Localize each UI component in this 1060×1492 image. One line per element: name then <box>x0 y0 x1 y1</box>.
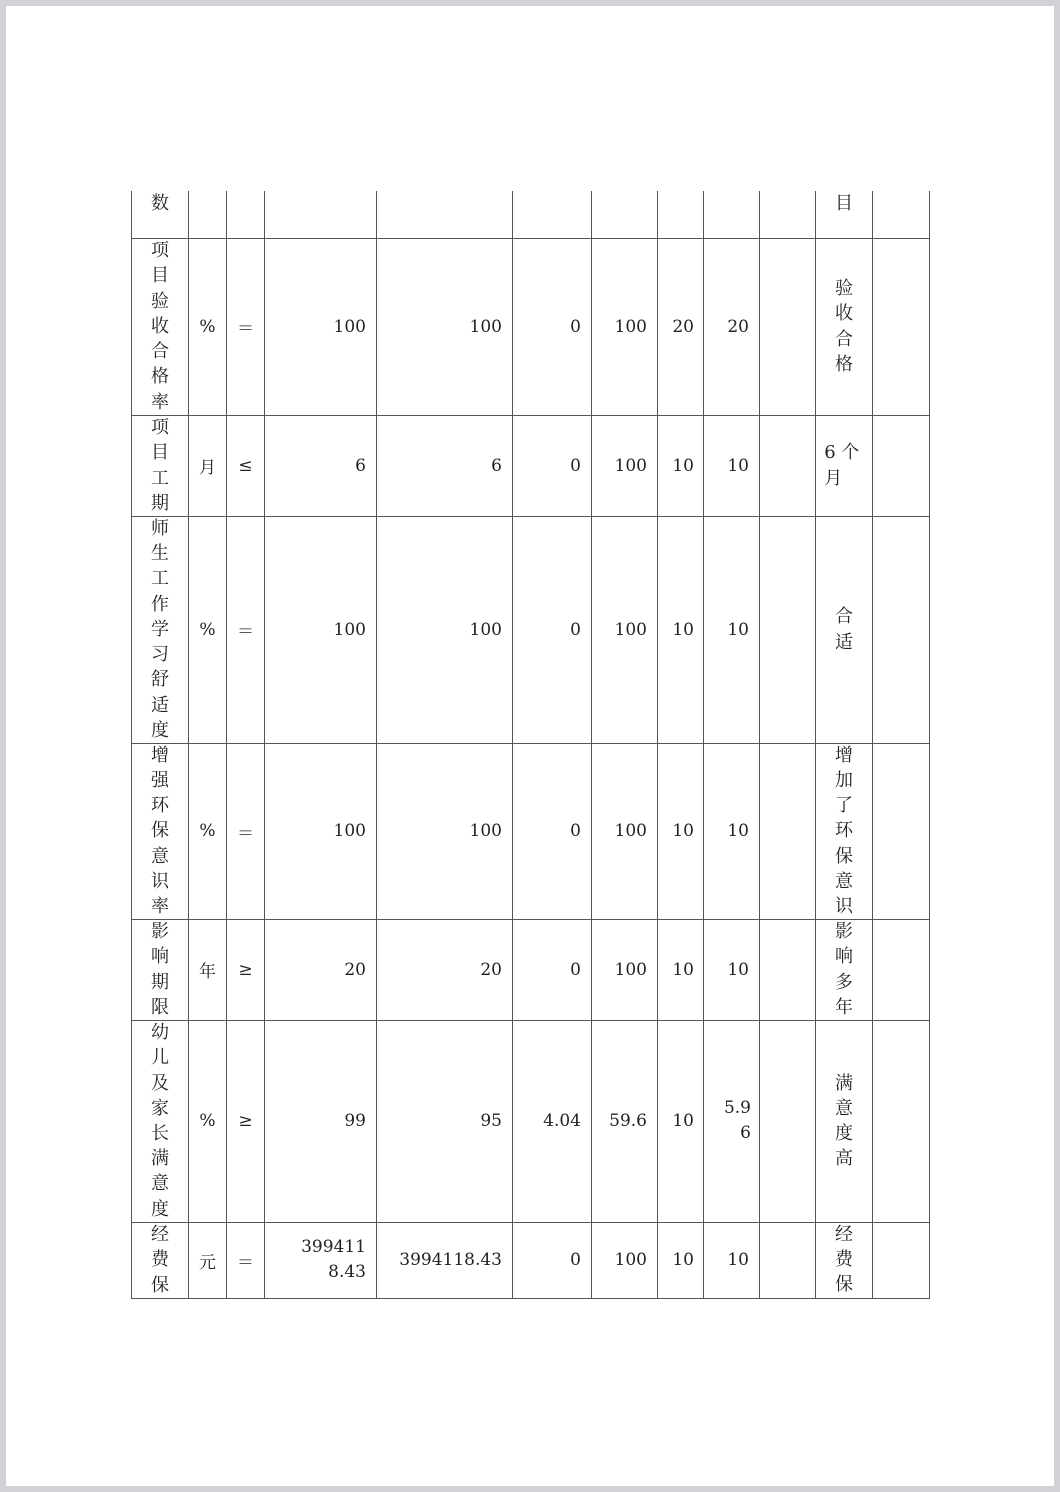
operator-text: ≥ <box>238 1111 253 1131</box>
score-cell <box>703 191 759 238</box>
completion-cell <box>591 1222 657 1298</box>
metric-text: 项目工期 <box>151 417 169 514</box>
note-cell <box>815 1020 872 1222</box>
annual-target-text: 100 <box>333 316 366 337</box>
metric-cell <box>131 1020 188 1222</box>
actual-value-text: 3994118.43 <box>399 1250 502 1270</box>
metric-cell <box>131 191 188 238</box>
table-rule <box>131 919 930 920</box>
operator-cell <box>226 516 264 743</box>
actual-value-text: 20 <box>480 959 502 980</box>
completion-text: 100 <box>614 959 647 980</box>
table-row <box>131 919 930 1020</box>
actual-value-cell <box>376 415 512 516</box>
note-cell <box>815 1222 872 1298</box>
deviation-text: 4.04 <box>543 1111 581 1131</box>
completion-cell <box>591 919 657 1020</box>
score-cell <box>703 415 759 516</box>
score-cell <box>703 1020 759 1222</box>
completion-cell <box>591 191 657 238</box>
score-cell <box>703 238 759 415</box>
operator-text: ＝ <box>237 622 254 642</box>
operator-cell <box>226 1020 264 1222</box>
note-cell <box>815 516 872 743</box>
metric-cell <box>131 919 188 1020</box>
table-row <box>131 1020 930 1222</box>
table-rule <box>131 516 930 517</box>
weight-cell <box>657 191 703 238</box>
unit-cell <box>188 516 226 743</box>
annual-target-text: 100 <box>333 821 366 841</box>
annual-target-cell <box>264 191 376 238</box>
note-text: 经费保 <box>835 1224 853 1296</box>
deviation-text: 0 <box>570 316 581 337</box>
unit-text: % <box>199 316 216 337</box>
unit-text: 月 <box>199 458 216 478</box>
unit-cell <box>188 919 226 1020</box>
weight-cell <box>657 743 703 919</box>
annual-target-text: 6 <box>355 455 366 476</box>
score-text: 10 <box>727 619 749 640</box>
metric-text: 影响期限 <box>151 921 169 1018</box>
actual-value-text: 6 <box>491 455 502 476</box>
deviation-text: 0 <box>570 1250 581 1270</box>
deviation-cell <box>512 191 591 238</box>
deviation-text: 0 <box>570 959 581 980</box>
note-cell <box>815 919 872 1020</box>
annual-target-text: 100 <box>333 619 366 640</box>
table-row <box>131 238 930 415</box>
annual-target-cell <box>264 1222 376 1298</box>
table-row <box>131 191 930 238</box>
table-rule <box>131 1298 930 1299</box>
remark-cell <box>872 743 930 919</box>
weight-cell <box>657 238 703 415</box>
weight-text: 10 <box>672 1111 694 1131</box>
reason-cell <box>759 1020 815 1222</box>
table-rule <box>131 1222 930 1223</box>
unit-cell <box>188 1020 226 1222</box>
completion-cell <box>591 1020 657 1222</box>
deviation-text: 0 <box>570 455 581 476</box>
deviation-cell <box>512 238 591 415</box>
note-text: 合适 <box>835 606 853 653</box>
metric-cell <box>131 238 188 415</box>
actual-value-text: 95 <box>480 1111 502 1131</box>
metric-cell <box>131 415 188 516</box>
annual-target-cell <box>264 919 376 1020</box>
weight-cell <box>657 919 703 1020</box>
table-rule <box>131 415 930 416</box>
unit-cell <box>188 415 226 516</box>
table-row <box>131 743 930 919</box>
actual-value-cell <box>376 238 512 415</box>
unit-text: % <box>199 821 216 841</box>
score-text: 20 <box>727 316 749 337</box>
note-text: 6 个月 <box>824 442 860 489</box>
operator-text: ≤ <box>238 455 253 476</box>
weight-text: 10 <box>672 1250 694 1270</box>
remark-cell <box>872 415 930 516</box>
remark-cell <box>872 191 930 238</box>
table-rule <box>131 238 930 239</box>
weight-cell <box>657 1222 703 1298</box>
score-cell <box>703 743 759 919</box>
deviation-cell <box>512 415 591 516</box>
actual-value-cell <box>376 743 512 919</box>
table-row <box>131 415 930 516</box>
annual-target-cell <box>264 743 376 919</box>
unit-cell <box>188 238 226 415</box>
operator-cell <box>226 415 264 516</box>
reason-cell <box>759 415 815 516</box>
weight-cell <box>657 516 703 743</box>
completion-text: 100 <box>614 1250 647 1270</box>
operator-cell <box>226 743 264 919</box>
remark-cell <box>872 516 930 743</box>
note-text: 目 <box>835 193 853 214</box>
annual-target-cell <box>264 415 376 516</box>
completion-text: 100 <box>614 455 647 476</box>
note-text: 增加了环保意识 <box>835 744 853 918</box>
operator-text: ≥ <box>238 959 253 980</box>
actual-value-cell <box>376 1222 512 1298</box>
completion-cell <box>591 415 657 516</box>
operator-text: ＝ <box>237 1252 254 1273</box>
unit-text: 年 <box>199 962 216 982</box>
note-cell <box>815 238 872 415</box>
table-rule <box>131 1020 930 1021</box>
deviation-cell <box>512 743 591 919</box>
unit-text: % <box>199 619 216 640</box>
operator-cell <box>226 238 264 415</box>
remark-cell <box>872 238 930 415</box>
metric-cell <box>131 1222 188 1298</box>
actual-value-text: 100 <box>469 316 502 337</box>
completion-cell <box>591 516 657 743</box>
metric-text: 数 <box>151 193 169 214</box>
weight-text: 10 <box>672 619 694 640</box>
score-text: 10 <box>727 455 749 476</box>
deviation-cell <box>512 1020 591 1222</box>
metric-cell <box>131 516 188 743</box>
completion-text: 100 <box>614 316 647 337</box>
annual-target-cell <box>264 1020 376 1222</box>
annual-target-text: 99 <box>344 1111 366 1131</box>
deviation-cell <box>512 516 591 743</box>
deviation-text: 0 <box>570 619 581 640</box>
unit-cell <box>188 743 226 919</box>
score-cell <box>703 1222 759 1298</box>
remark-cell <box>872 1222 930 1298</box>
weight-text: 10 <box>672 959 694 980</box>
metric-cell <box>131 743 188 919</box>
score-text: 10 <box>727 821 749 841</box>
deviation-text: 0 <box>570 821 581 841</box>
metric-text: 师生工作学习舒适度 <box>151 518 169 741</box>
annual-target-cell <box>264 238 376 415</box>
remark-cell <box>872 919 930 1020</box>
operator-cell <box>226 919 264 1020</box>
weight-text: 20 <box>672 316 694 337</box>
operator-cell <box>226 191 264 238</box>
reason-cell <box>759 516 815 743</box>
reason-cell <box>759 1222 815 1298</box>
note-cell <box>815 191 872 238</box>
table-row <box>131 1222 930 1298</box>
score-text: 10 <box>727 1250 749 1270</box>
table-rule <box>131 743 930 744</box>
metric-text: 幼儿及家长满意度 <box>151 1022 169 1220</box>
metric-text: 增强环保意识率 <box>151 744 169 918</box>
metric-text: 项目验收合格率 <box>151 240 169 413</box>
note-cell <box>815 743 872 919</box>
note-text: 验收合格 <box>835 278 853 375</box>
score-text: 5.96 <box>723 1098 751 1143</box>
completion-cell <box>591 743 657 919</box>
score-text: 10 <box>727 959 749 980</box>
annual-target-text: 3994118.43 <box>301 1237 366 1282</box>
deviation-cell <box>512 919 591 1020</box>
actual-value-text: 100 <box>469 619 502 640</box>
operator-text: ＝ <box>237 823 254 844</box>
remark-cell <box>872 1020 930 1222</box>
actual-value-cell <box>376 1020 512 1222</box>
score-cell <box>703 516 759 743</box>
note-text: 影响多年 <box>835 921 853 1018</box>
weight-text: 10 <box>672 455 694 476</box>
completion-text: 100 <box>614 619 647 640</box>
unit-text: 元 <box>199 1252 216 1273</box>
completion-text: 100 <box>614 821 647 841</box>
annual-target-cell <box>264 516 376 743</box>
weight-cell <box>657 1020 703 1222</box>
table-row <box>131 516 930 743</box>
operator-text: ＝ <box>237 319 254 339</box>
annual-target-text: 20 <box>344 959 366 980</box>
actual-value-cell <box>376 919 512 1020</box>
unit-cell <box>188 191 226 238</box>
completion-text: 59.6 <box>609 1111 647 1131</box>
completion-cell <box>591 238 657 415</box>
note-text: 满意度高 <box>835 1072 853 1170</box>
weight-text: 10 <box>672 821 694 841</box>
score-cell <box>703 919 759 1020</box>
operator-cell <box>226 1222 264 1298</box>
actual-value-cell <box>376 191 512 238</box>
note-cell <box>815 415 872 516</box>
reason-cell <box>759 743 815 919</box>
reason-cell <box>759 919 815 1020</box>
deviation-cell <box>512 1222 591 1298</box>
unit-text: % <box>199 1111 216 1131</box>
reason-cell <box>759 191 815 238</box>
metric-text: 经费保 <box>151 1224 169 1296</box>
actual-value-text: 100 <box>469 821 502 841</box>
weight-cell <box>657 415 703 516</box>
reason-cell <box>759 238 815 415</box>
actual-value-cell <box>376 516 512 743</box>
unit-cell <box>188 1222 226 1298</box>
